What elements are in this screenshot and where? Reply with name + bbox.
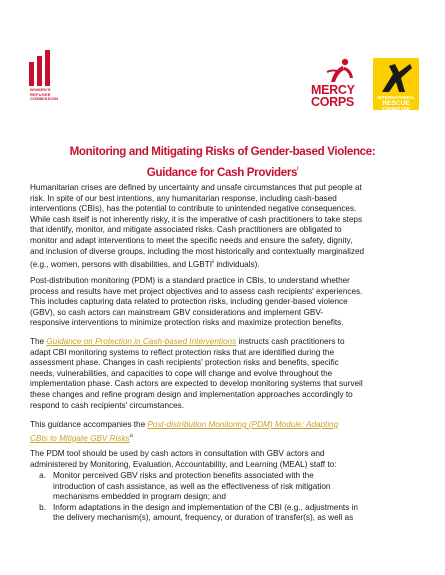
guidance-protection-link[interactable]: Guidance on Protection in Cash-based Interventions bbox=[46, 337, 237, 346]
wrc-logo-text: WOMEN'S REFUGEE COMMISSION bbox=[30, 87, 59, 102]
paragraph-guidance: The Guidance on Protection in Cash-based Interventions instructs cash practitioners to adapt CBI monitoring systems to reflect protection risks that are identified during the assessment phase. Changes in cash recipients' protection risks and benefits, specific needs, vulnerabilities, and capacities to cope will change and evolve throughout the implementation phase. Cash actors are expected to develop monitoring systems that surveil these changes and refine program design and implementation approaches accordingly to respond to cash recipients' circumstances. bbox=[30, 337, 363, 410]
list-item: a. Monitor perceived GBV risks and protection benefits associated with the introduction of cash assistance, as well as the effectiveness of risk mitigation mechanisms embedded in program design; and bbox=[39, 471, 331, 502]
mercy-corps-wordmark: MERCY CORPS bbox=[311, 83, 355, 109]
irc-logo bbox=[373, 58, 419, 110]
irc-wordmark: INTERNATIONAL RESCUE COMMITTEE bbox=[377, 95, 415, 112]
wrc-bars-mark bbox=[29, 50, 57, 86]
footnote-marker: ii bbox=[212, 259, 215, 265]
title-line-1: Monitoring and Mitigating Risks of Gender-based Violence: bbox=[69, 145, 376, 158]
document-title bbox=[30, 143, 415, 181]
footnote-marker: iii bbox=[129, 432, 133, 438]
list-item: b. Inform adaptations in the design and implementation of the CBI (e.g., adjustments in the delivery mechanism(s), amount, frequency, or duration of transfer(s), as well as bbox=[39, 502, 358, 523]
paragraph-pdm-tool: The PDM tool should be used by cash actors in consultation with GBV actors and administered by Monitoring, Evaluation, Accountability, and Learning (MEAL) staff to: bbox=[30, 449, 337, 469]
pdm-module-link-line1[interactable]: Post-distribution Monitoring (PDM) Module: Adapting bbox=[147, 420, 339, 429]
purpose-list bbox=[30, 471, 414, 524]
paragraph-accompanies: This guidance accompanies the Post-distribution Monitoring (PDM) Module: Adapting CBIs to Mitigate GBV Risks$^{iii}$ bbox=[30, 420, 339, 443]
irc-figure-icon bbox=[379, 62, 413, 94]
paragraph-intro: Humanitarian crises are defined by uncertainty and unsafe circumstances that put people at risk. In spite of our best intentions, any humanitarian response, including cash-based interventions (CBIs), has the potential to contribute to unintended negative consequences. While cash itself is not inherently risky, it is the imperative of cash practitioners to take steps that identify, monitor, and mitigate associated risks. Cash practitioners are obligated to monitor and adapt interventions to meet the specific needs and ensure the safety, dignity, and inclusion of diverse groups, including the most historically and contextually marginalized (e.g., women, persons with disabilities, and LGBTI$^{ii}$ individuals). bbox=[30, 183, 365, 270]
title-footnote-marker: i bbox=[297, 165, 299, 172]
title-line-2: Guidance for Cash Providers$^i$ bbox=[146, 165, 299, 179]
mercy-corps-figure-icon bbox=[325, 58, 355, 84]
pdm-module-link-line2[interactable]: CBIs to Mitigate GBV Risks bbox=[30, 433, 130, 443]
mercy-corps-logo bbox=[311, 58, 369, 110]
womens-refugee-commission-logo bbox=[29, 50, 63, 138]
paragraph-pdm: Post-distribution monitoring (PDM) is a standard practice in CBIs, to understand whether process and results have met project objectives and to assess cash recipients' experiences. This includes capturing data related to protection risks, including gender-based violence (GBV), so cash actors can mainstream GBV considerations and implement GBV- responsive interventions to minimize protection risks and maximize protection benefits. bbox=[30, 276, 363, 328]
